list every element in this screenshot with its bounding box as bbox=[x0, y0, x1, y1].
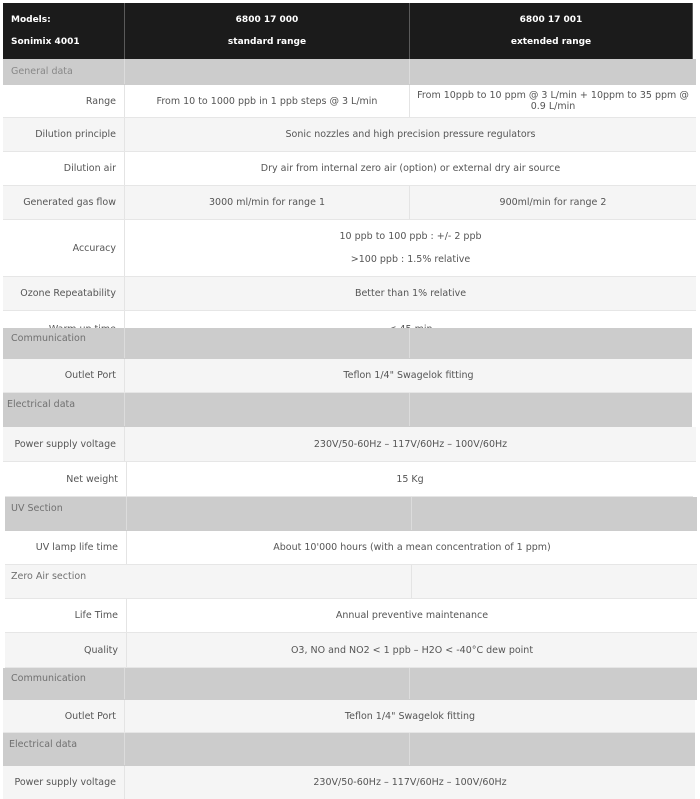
row-value: 15 Kg bbox=[396, 473, 424, 485]
std-range-label: standard range bbox=[227, 36, 307, 47]
row-value: Teflon 1/4" Swagelok fitting bbox=[344, 710, 476, 722]
section-title: Electrical data bbox=[3, 393, 125, 426]
row-value: 230V/50-60Hz – 117V/60Hz – 100V/60Hz bbox=[313, 438, 508, 450]
table-row-accuracy bbox=[3, 220, 696, 277]
section-title: Communication bbox=[3, 328, 125, 358]
row-value: 230V/50-60Hz – 117V/60Hz – 100V/60Hz bbox=[313, 777, 507, 788]
section-uv bbox=[5, 497, 697, 531]
row-value-extended: 900ml/min for range 2 bbox=[499, 197, 607, 208]
row-label: Generated gas flow bbox=[3, 186, 125, 219]
row-label: Outlet Port bbox=[3, 700, 125, 732]
row-label: Quality bbox=[5, 633, 127, 667]
row-label: Power supply voltage bbox=[3, 427, 125, 461]
section-zero-air bbox=[5, 565, 697, 599]
table-header bbox=[3, 3, 693, 59]
row-label: Range bbox=[3, 85, 125, 117]
accuracy-line-2: >100 ppb : 1.5% relative bbox=[350, 254, 471, 265]
header-extended bbox=[410, 3, 693, 59]
section-general-data bbox=[3, 59, 696, 85]
table-row-gas-flow bbox=[3, 186, 696, 220]
models-label: Models: bbox=[11, 14, 51, 25]
table-row-power-supply bbox=[3, 427, 696, 462]
row-value-standard: From 10 to 1000 ppb in 1 ppb steps @ 3 L/min bbox=[125, 85, 410, 117]
table-row-outlet-port bbox=[3, 359, 692, 393]
row-value: Better than 1% relative bbox=[354, 288, 467, 299]
row-label: Dilution principle bbox=[3, 118, 125, 151]
model-name: Sonimix 4001 bbox=[11, 36, 80, 47]
row-label: Accuracy bbox=[3, 220, 125, 276]
row-value: Dry air from internal zero air (option) or external dry air source bbox=[260, 163, 561, 174]
table-row-dilution-principle bbox=[3, 118, 696, 152]
table-row-range bbox=[3, 85, 696, 118]
section-communication bbox=[3, 668, 697, 700]
row-value-extended: From 10ppb to 10 ppm @ 3 L/min + 10ppm to 35 ppm @ 0.9 L/min bbox=[417, 90, 689, 112]
row-label: UV lamp life time bbox=[5, 531, 127, 564]
table-row-ozone-repeatability bbox=[3, 277, 696, 311]
row-label: Dilution air bbox=[3, 152, 125, 185]
row-label: Outlet Port bbox=[3, 359, 125, 392]
table-row-net-weight bbox=[5, 462, 693, 497]
section-title: Electrical data bbox=[3, 733, 125, 765]
section-title: General data bbox=[3, 59, 125, 84]
section-electrical-data bbox=[3, 733, 695, 766]
header-models bbox=[3, 3, 125, 59]
row-value: About 10'000 hours (with a mean concentration of 1 ppm) bbox=[273, 542, 551, 553]
row-label: Life Time bbox=[5, 599, 127, 632]
row-label: Net weight bbox=[5, 462, 127, 496]
table-row-quality bbox=[5, 633, 697, 668]
ext-model-code: 6800 17 001 bbox=[519, 14, 583, 25]
section-title: Communication bbox=[3, 668, 125, 699]
row-value bbox=[125, 220, 696, 276]
std-model-code: 6800 17 000 bbox=[235, 14, 299, 25]
table-row-power-supply bbox=[3, 766, 695, 799]
section-title: Zero Air section bbox=[5, 565, 412, 598]
table-row-outlet-port bbox=[3, 700, 695, 733]
row-label: Ozone Repeatability bbox=[3, 277, 125, 310]
table-row-life-time bbox=[5, 599, 697, 633]
section-electrical-data bbox=[3, 393, 692, 427]
section-communication bbox=[3, 328, 692, 359]
accuracy-line-1: 10 ppb to 100 ppb : +/- 2 ppb bbox=[339, 231, 482, 242]
table-row-uv-lamp bbox=[5, 531, 697, 565]
row-value-standard: 3000 ml/min for range 1 bbox=[125, 186, 410, 219]
header-standard bbox=[125, 3, 410, 59]
row-value: Teflon 1/4" Swagelok fitting bbox=[343, 370, 474, 381]
ext-range-label: extended range bbox=[510, 36, 592, 47]
row-value: Sonic nozzles and high precision pressure regulators bbox=[285, 129, 536, 140]
table-row-dilution-air bbox=[3, 152, 696, 186]
row-value: Annual preventive maintenance bbox=[335, 610, 489, 621]
row-label: Power supply voltage bbox=[3, 766, 125, 799]
section-title: UV Section bbox=[5, 497, 127, 530]
row-value: O3, NO and NO2 < 1 ppb – H2O < -40°C dew point bbox=[290, 644, 534, 656]
